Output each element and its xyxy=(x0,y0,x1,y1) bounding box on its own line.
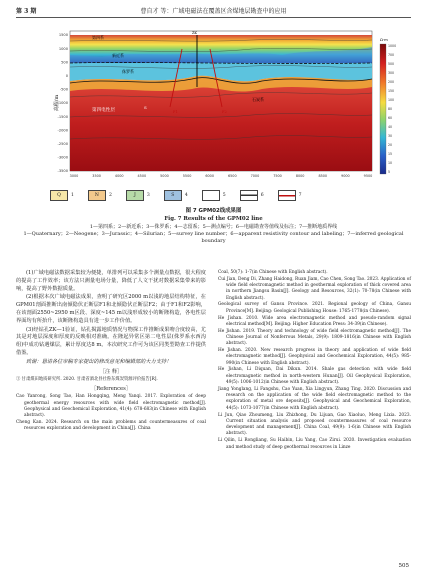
colorbar-tick-label: 300 xyxy=(388,71,395,75)
y-tick-label: 500 xyxy=(61,60,68,65)
reference-item: Coal, 50(7): 1-7(in Chinese with English abstract). xyxy=(218,270,328,275)
label-jurassic: 侏罗系 xyxy=(122,69,134,74)
colorbar-tick-label: 10 xyxy=(388,161,393,165)
legend-item xyxy=(126,190,150,201)
y-tick-label: -3000 xyxy=(57,155,68,160)
reference-item: Li Qilin, Li Rongliang, Su Haibin, Liu Yang, Cao Zirui. 2020. Investigation evaluation and method study of deep geothermal resources in Linze xyxy=(218,438,411,450)
colorbar-tick-label: 200 xyxy=(388,80,395,84)
y-tick-label: -1500 xyxy=(57,114,68,119)
legend-item xyxy=(50,190,74,201)
reference-item: He Jishan. 2020. New research progress in theory and application of wide field electromagnetic method[J]. Geophysical and Geochemical Exploration, 44(5): 985-990(in Chinese with English abstract). xyxy=(218,348,411,366)
legend-swatch: N xyxy=(88,190,106,201)
reference-item: Cui Jian, Deng Di, Zhang Haidong, Ruan Jiam, Cao Chen, Song Tao. 2023. Application of wide field electromagnetic method in geothermal exploration of thick covered area in northern Jiangsu Basin[J]. Geology and Resources, 32(1): 70-78(in Chinese with English abstract). xyxy=(218,276,411,301)
legend-number: 2 xyxy=(108,193,112,198)
x-tick-label: 5000 xyxy=(160,174,169,178)
colorbar-tick-label: 5 xyxy=(388,170,391,174)
label-borehole: ZK xyxy=(192,31,197,35)
colorbar-unit: Ω·m xyxy=(380,37,388,42)
label-s: S xyxy=(144,105,147,110)
x-tick-label: 3000 xyxy=(69,174,79,178)
y-tick-label: 1000 xyxy=(58,46,68,51)
legend-item xyxy=(164,190,188,201)
colorbar-tick-label: 30 xyxy=(388,134,393,138)
colorbar-tick-label: 700 xyxy=(388,53,395,57)
gpm02-resistivity-section xyxy=(52,27,376,179)
figure-caption-en: Fig. 7 Results of the GPM02 line xyxy=(164,216,263,222)
label-f2: F2 xyxy=(222,110,227,114)
references-heading: ［References］ xyxy=(91,385,131,392)
x-tick-label: 9500 xyxy=(363,174,373,178)
reference-item: He Jishan. 2010. Wide area electromagnetic method and pseudo-random signal electrical method[M]. Beijing: Higher Education Press: 34-39(in Chinese). xyxy=(218,315,411,327)
legend-item xyxy=(240,190,264,201)
conclusion-3: (3)经钻孔ZK—1验证，钻孔揭露地质情况与物探工作推断成果吻合度较高，尤其是对地层深度和厚度的反映相对准确。在隆起异常区第二电性层(侏罗系水西沟组)中成功钻遇煤层，累计厚度达8 m。本次研究工作可为该区同类型勘查工作提供借鉴。 xyxy=(16,326,206,356)
y-tick-label: 1500 xyxy=(58,33,68,38)
y-tick-label: -1000 xyxy=(57,101,68,106)
reference-item: He Jishan, Li Diquan, Dai Dikun. 2014. Shale gas detection with wide field electromagnetic method in north-western Hunan[J]. Oil Geophysical Exploration, 49(5): 1006-1012(in Chinese with English abstract). xyxy=(218,367,411,386)
y-tick-label: -2500 xyxy=(57,142,68,146)
legend-number: 3 xyxy=(146,193,150,198)
x-tick-label: 5500 xyxy=(182,174,192,178)
legend-swatch: J xyxy=(126,190,144,201)
reference-item: Cao Yanrong, Song Tao, Han Hongqing, Meng Yanqi. 2017. Exploration of deep geothermal energy resources with wide field electromagnetic method[J]. Geophysical and Geochemical Exploration, 41(4): 678-683(in Chinese with English abstract). xyxy=(16,394,206,419)
colorbar-tick-label: 500 xyxy=(388,62,395,66)
colorbar-tick-label: 150 xyxy=(388,89,395,93)
legend-item xyxy=(278,190,302,201)
x-tick-label: 7000 xyxy=(250,174,260,178)
x-tick-labels xyxy=(70,174,373,178)
legend-swatch xyxy=(278,190,296,201)
colorbar-tick-label: 80 xyxy=(388,107,393,111)
colorbar-tick-label: 15 xyxy=(388,152,393,156)
y-tick-label: -500 xyxy=(59,87,68,92)
legend-swatch: Q xyxy=(50,190,68,201)
legend-number: 1 xyxy=(71,193,74,198)
conclusion-2: (2)根据本次广域电磁法成果，查明了研究区2000 m以浅的地层结构特征，在GPM01剖面推断出南倾隐伏正断层F1和北倾隐伏正断层F2；由于F1和F2影响，在该剖面2550~2950 m区段、深度~145 m以浅形成较小的断隆构造，各电性层界面均有所抬升，该断隆构造具有进一步工作价值。 xyxy=(16,294,206,324)
issue-number: 第 3 期 xyxy=(16,8,37,15)
x-tick-label: 7500 xyxy=(273,174,282,178)
figure-caption-cn: 图 7 GPM02线成果图 xyxy=(185,208,242,214)
legend-item xyxy=(202,190,226,201)
reference-item: Li Jun, Qiao Zhoumeng, Liu Zhizhong, Du Lijuan, Gao Xiaoluo, Meng Lixia. 2023. Current situation analysis and proposed countermeasures of coal resource development and management[J]. China Coal, 49(9): 1-6(in Chinese with English abstract). xyxy=(218,412,411,437)
legend-number: 4 xyxy=(184,193,188,198)
running-title: 曹自才 等：广域电磁法在覆盖区含煤地层勘查中的应用 xyxy=(140,8,287,15)
colorbar-tick-label: 60 xyxy=(388,116,393,120)
label-quaternary: 第四系 xyxy=(92,35,104,40)
reference-item: Cheng Kan. 2024. Research on the main problems and countermeasures of coal resources exploration and development in China[J]. China xyxy=(16,420,206,432)
reference-item: Jiang Yonglang, Li Fangshu, Cao Yuan, Xia Lingyun, Zhang Ting. 2020. Discussion and research on the application of the wide field electromagnetic method to the exploration of metal ore deposits[J]. Geophysical and Geochemical Exploration, 44(5): 1073-1077(in Chinese with English abstract). xyxy=(218,386,411,411)
x-tick-label: 9000 xyxy=(341,174,350,178)
page-number: 505 xyxy=(398,563,409,569)
figure-note-cn: 1—第四系；2—新近系；3—侏罗系；4—志留系；5—测点编号；6—电磁勘查等值线及标注；7—推断地质界线 xyxy=(89,224,338,230)
label-f1: F1 xyxy=(173,110,178,114)
left-column xyxy=(16,270,206,433)
x-tick-label: 8000 xyxy=(295,174,305,178)
legend-number: 6 xyxy=(260,193,264,198)
notes-heading: ［注 释］ xyxy=(99,368,123,375)
y-tick-labels xyxy=(58,33,69,173)
label-fourth-layer: 第四电性层 xyxy=(92,108,115,113)
header-rule xyxy=(16,17,411,18)
colorbar-tick-label: 100 xyxy=(388,98,395,102)
x-tick-label: 4500 xyxy=(137,174,147,178)
conclusion-1: (1)广域电磁法数据采集较为便捷，单排列可以采集多个测量点数据，很大程度的提高了工作效率；该方法只测量电场分量，降低了人文干扰对数据采集带来的影响，提高了野外数据质量。 xyxy=(16,270,206,292)
y-axis-label: 高程/m xyxy=(54,94,60,112)
legend-number: 7 xyxy=(298,193,302,198)
acknowledgement: 致谢：恳请各位审稿专家提出的修改意见和编辑部的大力支持！ xyxy=(26,358,172,365)
colorbar-ticks xyxy=(388,44,396,174)
right-column xyxy=(218,270,411,451)
y-tick-label: 0 xyxy=(65,74,68,78)
x-tick-label: 6500 xyxy=(227,174,237,178)
running-header xyxy=(16,4,411,16)
label-neogene: 新近系 xyxy=(112,53,124,58)
x-tick-label: 8500 xyxy=(318,174,328,178)
figure-note-en: 1—Quaternary；2—Neogene；3—Jurassic；4—Silurian；5—survey line number；6—apparent resistivity contour and labeling；7—inferred geological boundary xyxy=(23,231,404,244)
reference-item: Geological survey of Gansu Province. 2021. Regional geology of China, Gansu Province[M]. Beijing: Geological Publishing House: 1765-1778(in Chinese). xyxy=(218,302,411,314)
colorbar-ramp xyxy=(380,44,386,174)
label-carboniferous: 石炭系 xyxy=(252,97,264,102)
colorbar-tick-label: 20 xyxy=(388,143,393,147)
note-item: ① 甘肃煤田地质研究所. 2020. 甘肃省酒北县社鲁东煤炭资源评价报告[R]. xyxy=(16,377,158,383)
x-tick-label: 6000 xyxy=(205,174,215,178)
legend-swatch: S xyxy=(164,190,182,201)
reference-item: He Jishan. 2019. Theory and technology of wide field electromagnetic method[J]. The Chinese Journal of Nonferrous Metals, 29(9): 1809-1816(in Chinese with English abstract). xyxy=(218,328,411,347)
y-tick-label: -3500 xyxy=(57,169,68,174)
x-tick-label: 3500 xyxy=(92,174,101,178)
colorbar-tick-label: 40 xyxy=(388,125,393,129)
resistivity-colorbar xyxy=(378,36,400,178)
y-tick-label: -2000 xyxy=(57,128,68,133)
legend-item xyxy=(88,190,112,201)
legend-swatch xyxy=(240,190,258,201)
legend-number: 5 xyxy=(222,193,226,198)
legend-swatch xyxy=(202,190,220,201)
colorbar-tick-label: 1000 xyxy=(388,44,397,48)
figure-legend xyxy=(50,185,370,203)
high-resistivity-body xyxy=(70,76,372,171)
x-tick-label: 4000 xyxy=(114,174,124,178)
